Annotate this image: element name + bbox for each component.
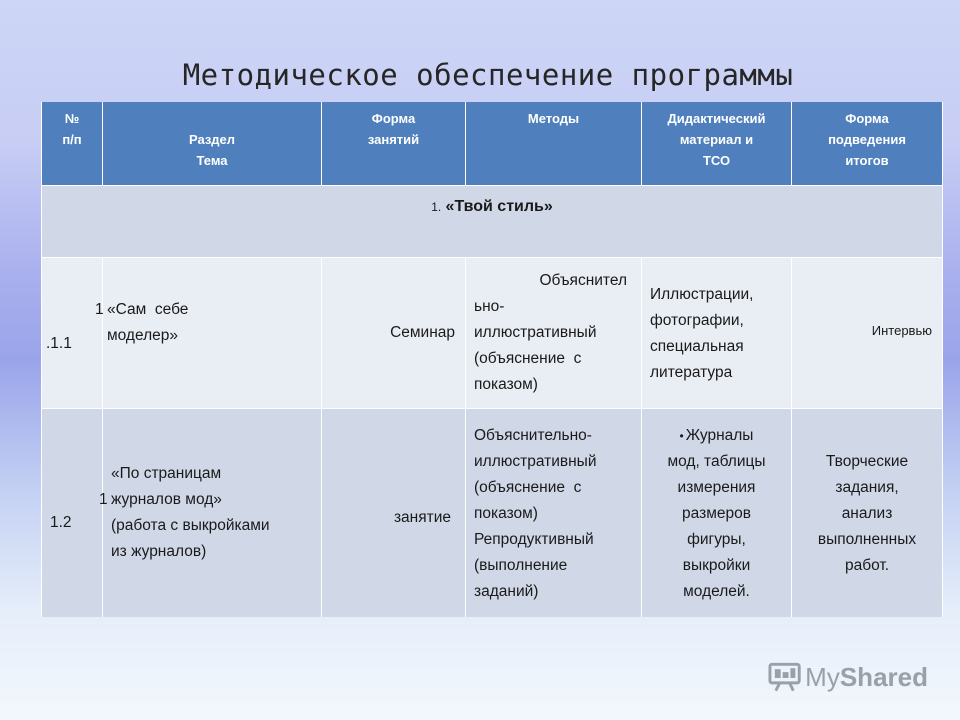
header-form-line1: Форма [371,111,416,126]
header-result-line3: итогов [845,153,889,168]
row2-material [642,408,792,617]
header-material-line2: материал и [679,132,754,147]
row2-methods-line6: (выполнение [474,556,568,574]
row2-topic-line2: журналов мод» [111,490,222,508]
section-name: «Твой стиль» [445,197,553,215]
header-material-line1: Дидактический [667,111,766,126]
row2-material-line6: выкройки [682,556,751,574]
row2-material-line7: моделей. [683,582,750,600]
row2-methods-line5: Репродуктивный [474,530,594,548]
row2-form [322,408,466,617]
row1-result-text: Интервью [871,322,932,338]
header-number [42,102,103,185]
header-number-line1: № [64,111,80,126]
header-result [792,102,943,185]
row1-number [42,257,103,408]
row1-material [642,257,792,408]
row2-number-text: 1.2 [50,513,72,531]
header-material [642,102,792,185]
row2-methods-line3: (объяснение с [474,478,582,496]
row2-topic-line3: (работа с выкройками [111,516,270,534]
row2-form-text: занятие [393,508,451,526]
row2-topic-line1: «По страницам [111,464,222,482]
header-number-line2: п/п [62,132,82,147]
watermark-text [805,662,928,693]
row1-methods-line5: показом) [474,375,538,393]
row1-methods [466,257,642,408]
row2-material-line1: Журналы [685,426,754,444]
row2-result-line4: выполненных [817,530,917,548]
row2-material-line5: фигуры, [687,530,746,548]
row1-methods-line4: (объяснение с [474,349,582,367]
row1-material-line3: специальная [650,337,744,355]
row2-topic [99,408,322,617]
row2-result-line3: анализ [841,504,893,522]
row2-number [42,408,103,617]
bullet-icon: • [679,428,684,443]
row2-result [792,408,943,617]
myshared-watermark [768,657,928,697]
row2-methods-line7: заданий) [474,582,539,600]
header-form [322,102,466,185]
header-methods [466,102,642,185]
header-section-line1: Раздел [188,132,236,147]
row1-topic-line2: моделер» [107,326,178,344]
row2-result-line2: задания, [835,478,899,496]
methodology-table [41,102,943,617]
section-cell [42,185,943,257]
row2-methods-line1: Объяснительно- [474,426,592,444]
row2-methods-line2: иллюстративный [474,452,597,470]
watermark-brand-light: My [805,661,840,692]
row2-methods-line4: показом) [474,504,538,522]
table-row [42,257,943,408]
table-row [42,408,943,617]
watermark-brand-bold: Shared [839,661,928,692]
section-number: 1. [431,199,442,214]
row2-result-line5: работ. [844,556,890,574]
row1-topic-line1: «Сам себе [107,300,189,318]
row2-material-line3: измерения [677,478,756,496]
row1-methods-line3: иллюстративный [474,323,597,341]
header-result-line1: Форма [845,111,889,126]
header-methods-label: Методы [527,111,580,126]
row1-result [792,257,943,408]
header-result-line2: подведения [828,132,906,147]
row1-number-text: .1.1 [46,334,72,352]
row1-form-text: Семинар [390,323,455,341]
row1-methods-line1: Объяснител [539,271,627,289]
row1-topic-prefix: 1 [95,300,104,318]
row2-methods [466,408,642,617]
slide-title: Методическое обеспечение программы [182,58,794,92]
row2-result-line1: Творческие [825,452,909,470]
row2-material-line4: размеров [682,504,751,522]
row1-topic [95,257,322,408]
row1-methods-line2: ьно- [474,297,505,315]
row2-material-line2: мод, таблицы [667,452,766,470]
header-form-line2: занятий [367,132,420,147]
row1-material-line1: Иллюстрации, [650,285,754,303]
header-section [103,102,322,185]
row1-material-line4: литература [650,363,733,381]
row2-topic-line4: из журналов) [111,542,207,560]
row1-material-line2: фотографии, [650,311,744,329]
presentation-board-icon [768,661,801,693]
row2-topic-prefix: 1 [99,490,108,508]
row1-form [322,257,466,408]
section-row [42,185,943,257]
table-header-row [42,102,943,185]
header-material-line3: ТСО [702,153,731,168]
header-section-line2: Тема [196,153,228,168]
